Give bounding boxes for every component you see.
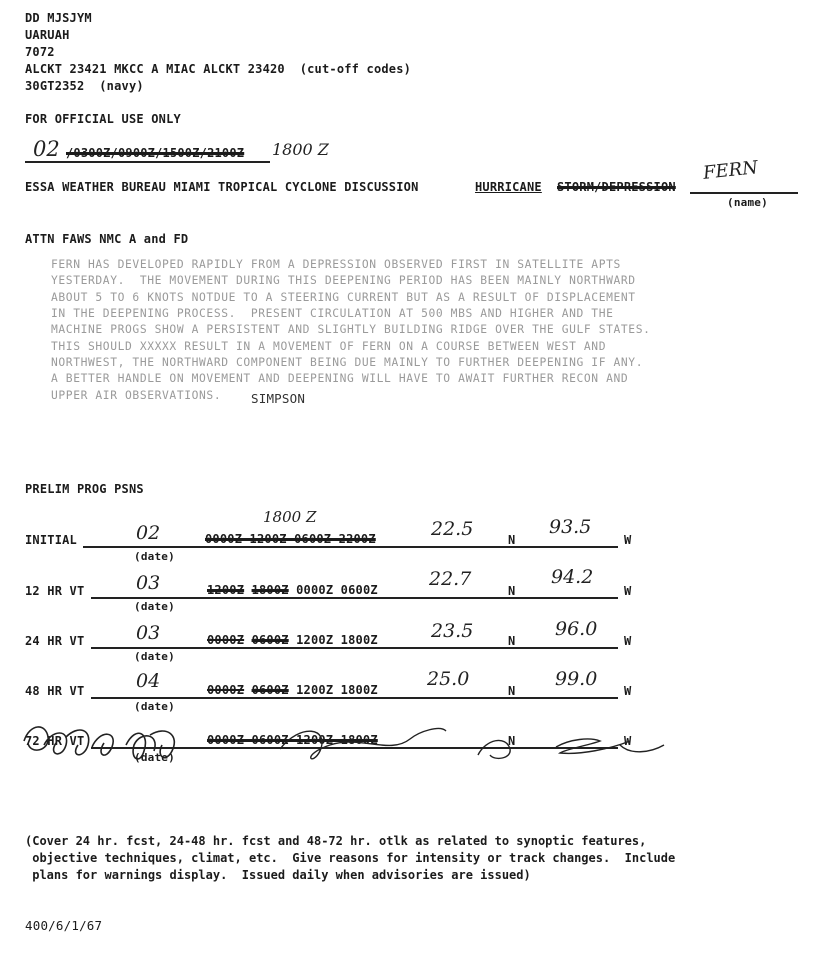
row12-times-pre: 1200Z [207, 583, 245, 597]
discussion-title: ESSA WEATHER BUREAU MIAMI TROPICAL CYCLONE DISCUSSION [25, 180, 419, 194]
row24-times-post: 1200Z 1800Z [296, 633, 378, 647]
row48-times [207, 683, 378, 697]
initial-date-label: (date) [134, 550, 175, 563]
row-label-12hr: 12 HR VT [25, 584, 85, 598]
row48-times-struck: 0600Z [251, 683, 289, 697]
issue-struck-times: /0300Z/0900Z/1500Z/2100Z [66, 146, 245, 160]
row48-lat-suffix: N [508, 684, 516, 698]
form-number: 400/6/1/67 [25, 918, 103, 933]
row48-times-post: 1200Z 1800Z [296, 683, 378, 697]
body-line-5: MACHINE PROGS SHOW A PERSISTENT AND SLIGHTLY BUILDING RIDGE OVER THE GULF STATES. [51, 323, 651, 336]
body-line-9: UPPER AIR OBSERVATIONS. [51, 389, 222, 402]
row48-date-label: (date) [134, 700, 175, 713]
initial-times: 0000Z 1200Z 0600Z 2200Z [205, 532, 376, 546]
header-line-2: UARUAH [25, 28, 70, 42]
body-line-4: IN THE DEEPENING PROCESS. PRESENT CIRCULATION AT 500 MBS AND HIGHER AND THE [51, 307, 614, 320]
storm-name: FERN [702, 157, 759, 184]
row24-lat: 23.5 [431, 620, 474, 642]
row48-lat: 25.0 [427, 668, 470, 690]
row-underline-24hr [91, 647, 618, 649]
row24-times-struck: 0600Z [251, 633, 289, 647]
row24-date: 03 [136, 622, 161, 644]
issue-date: 02 [33, 137, 60, 161]
row72-lat-suffix: N [508, 734, 516, 748]
row24-times-pre: 0000Z [207, 633, 245, 647]
row72-crossout-scribble [0, 715, 680, 775]
row12-date: 03 [136, 572, 161, 594]
row12-times [207, 583, 378, 597]
body-line-6: THIS SHOULD XXXXX RESULT IN A MOVEMENT OF FERN ON A COURSE BETWEEN WEST AND [51, 340, 607, 353]
body-line-2: YESTERDAY. THE MOVEMENT DURING THIS DEEPENING PERIOD HAS BEEN MAINLY NORTHWARD [51, 274, 636, 287]
row24-date-label: (date) [134, 650, 175, 663]
initial-date: 02 [136, 522, 161, 544]
footer-line-3: plans for warnings display. Issued daily when advisories are issued) [25, 868, 531, 882]
row48-lon-suffix: W [624, 684, 632, 698]
body-line-7: NORTHWEST, THE NORTHWARD COMPONENT BEING DUE MAINLY TO FURTHER DEEPENING IF ANY. [51, 356, 644, 369]
footer-line-2: objective techniques, climat, etc. Give reasons for intensity or track changes. Include [25, 851, 676, 865]
header-line-3: 7072 [25, 45, 55, 59]
row72-times: 0000Z 0600Z 1200Z 1800Z [207, 733, 378, 747]
row-label-24hr: 24 HR VT [25, 634, 85, 648]
header-line-4: ALCKT 23421 MKCC A MIAC ALCKT 23420 (cut-off codes) [25, 62, 412, 76]
row24-times [207, 633, 378, 647]
row24-lon: 96.0 [555, 618, 598, 640]
body-line-8: A BETTER HANDLE ON MOVEMENT AND DEEPENING WILL HAVE TO AWAIT FURTHER RECON AND [51, 372, 629, 385]
row48-date: 04 [136, 670, 161, 692]
row72-lon-suffix: W [624, 734, 632, 748]
row-underline-initial [83, 546, 618, 548]
signature: SIMPSON [251, 391, 306, 406]
prelim-title: PRELIM PROG PSNS [25, 482, 144, 496]
row12-lon: 94.2 [551, 566, 594, 588]
attn-line: ATTN FAWS NMC A and FD [25, 232, 189, 246]
row12-lat: 22.7 [429, 568, 472, 590]
issue-time: 1800 Z [272, 140, 329, 159]
row48-lon: 99.0 [555, 668, 598, 690]
storm-name-underline [690, 192, 798, 194]
restriction-label: FOR OFFICIAL USE ONLY [25, 112, 181, 126]
initial-hand-time: 1800 Z [263, 508, 317, 526]
name-label: (name) [727, 196, 768, 209]
initial-lat: 22.5 [431, 518, 474, 540]
body-line-1: FERN HAS DEVELOPED RAPIDLY FROM A DEPRESSION OBSERVED FIRST IN SATELLITE APTS [51, 258, 621, 271]
row24-lon-suffix: W [624, 634, 632, 648]
row-underline-48hr [91, 697, 618, 699]
body-line-3: ABOUT 5 TO 6 KNOTS NOTDUE TO A STEERING CURRENT BUT AS A RESULT OF DISPLACEMENT [51, 291, 636, 304]
row72-date-label: (date) [134, 751, 175, 764]
row12-times-post: 0000Z 0600Z [296, 583, 378, 597]
struck-storm-type: STORM/DEPRESSION [557, 180, 676, 194]
header-line-1: DD MJSJYM [25, 11, 92, 25]
initial-lon: 93.5 [549, 516, 592, 538]
row24-lat-suffix: N [508, 634, 516, 648]
hurricane-label: HURRICANE [475, 180, 542, 194]
row12-lat-suffix: N [508, 584, 516, 598]
row12-date-label: (date) [134, 600, 175, 613]
footer-line-1: (Cover 24 hr. fcst, 24-48 hr. fcst and 48-72 hr. otlk as related to synoptic features, [25, 834, 647, 848]
header-line-5: 30GT2352 (navy) [25, 79, 144, 93]
initial-lon-suffix: W [624, 533, 632, 547]
initial-lat-suffix: N [508, 533, 516, 547]
row-label-initial: INITIAL [25, 533, 77, 547]
row12-times-struck: 1800Z [251, 583, 289, 597]
row-label-48hr: 48 HR VT [25, 684, 85, 698]
row-underline-12hr [91, 597, 618, 599]
row48-times-pre: 0000Z [207, 683, 245, 697]
row-label-72hr: 72 HR VT [25, 734, 85, 748]
row12-lon-suffix: W [624, 584, 632, 598]
issue-underline [25, 161, 270, 163]
